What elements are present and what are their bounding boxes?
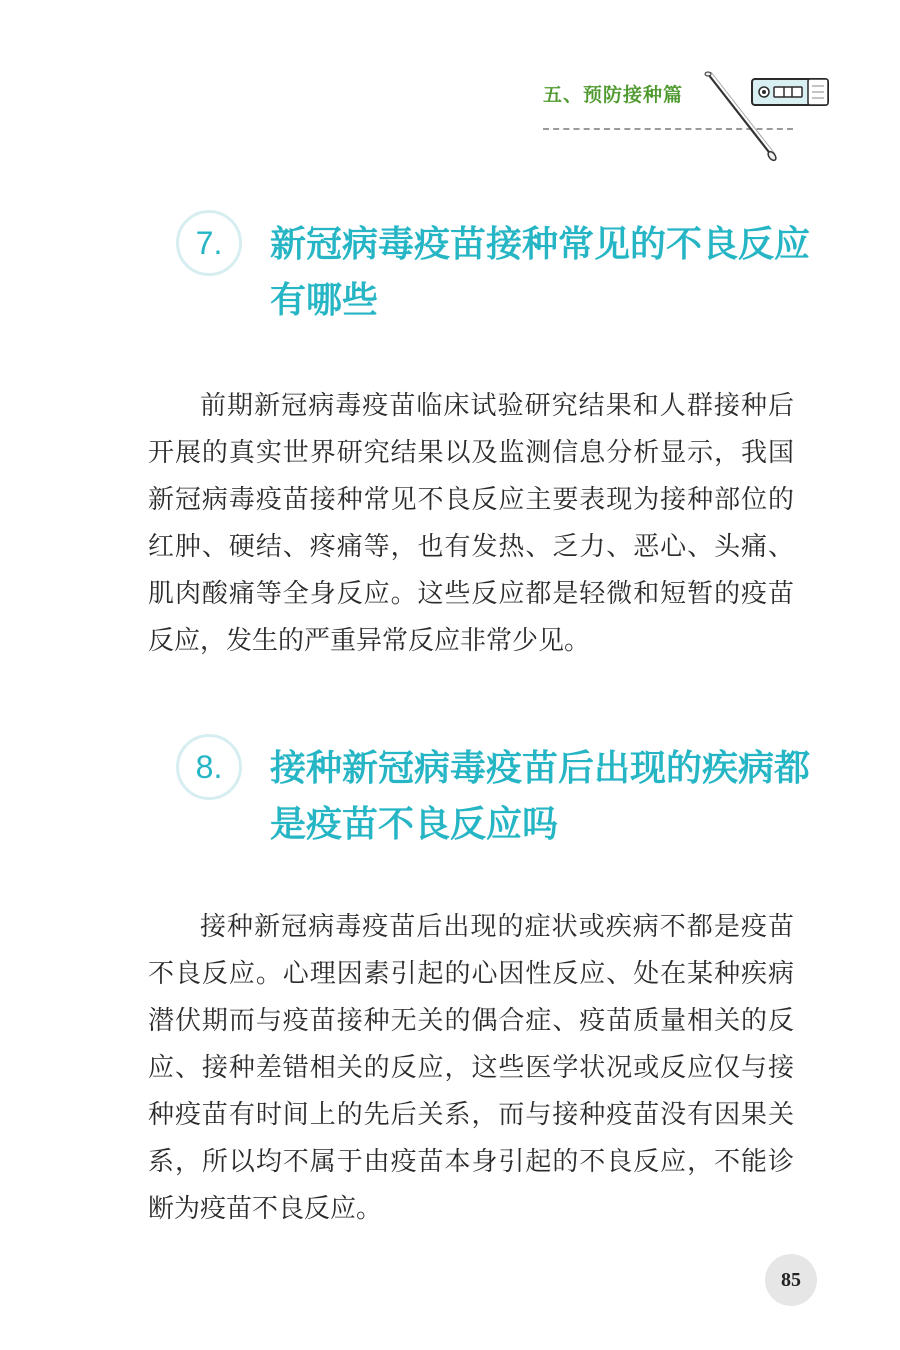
section-number-badge: 8. [176,734,242,800]
section-body-text: 接种新冠病毒疫苗后出现的症状或疾病不都是疫苗不良反应。心理因素引起的心因性反应、处在某种疾病潜伏期而与疫苗接种无关的偶合症、疫苗质量相关的反应、接种差错相关的反应，这些医学状况或反应仅与接种疫苗有时间上的先后关系，而与接种疫苗没有因果关系，所以均不属于由疫苗本身引起的不良反应，不能诊断为疫苗不良反应。 [148,912,794,1224]
section-number-badge: 7. [176,210,242,276]
section-body-text: 前期新冠病毒疫苗临床试验研究结果和人群接种后开展的真实世界研究结果以及监测信息分析显示，我国新冠病毒疫苗接种常见不良反应主要表现为接种部位的红肿、硬结、疼痛等，也有发热、乏力、恶心、头痛、肌肉酸痛等全身反应。这些反应都是轻微和短暂的疫苗反应，发生的严重异常反应非常少见。 [148,391,794,656]
page-number: 85 [765,1254,817,1306]
section-heading: 新冠病毒疫苗接种常见的不良反应有哪些 [270,224,811,321]
section-heading: 接种新冠病毒疫苗后出现的疾病都是疫苗不良反应吗 [270,748,811,845]
swab-and-test-kit-icon [700,66,835,170]
chapter-title: 五、预防接种篇 [543,84,684,106]
